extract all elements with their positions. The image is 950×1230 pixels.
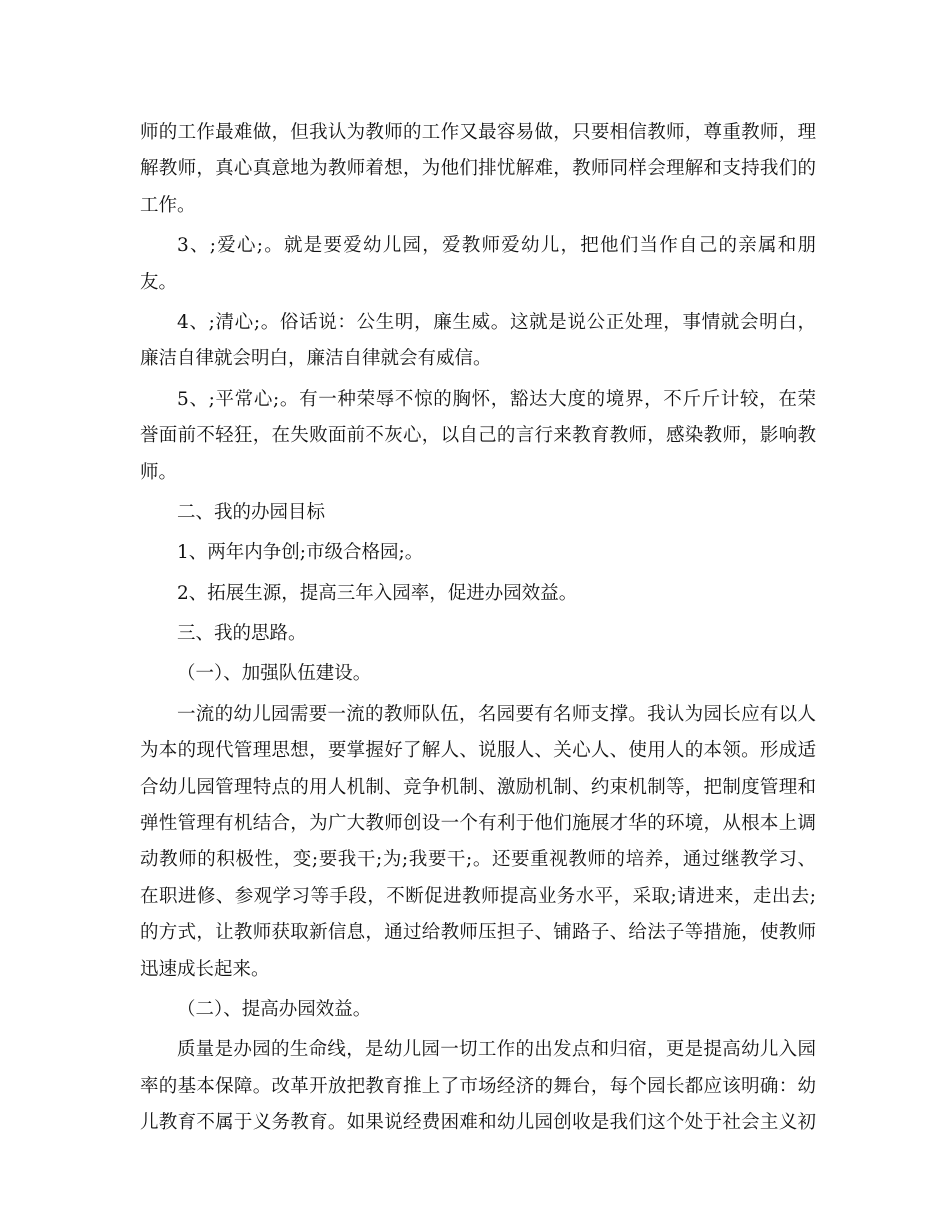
text-line: 三、我的思路。: [177, 623, 307, 645]
text-line: 合幼儿园管理特点的用人机制、竞争机制、激励机制、约束机制等，把制度管理和: [140, 776, 816, 798]
text-line: 2、拓展生源，提高三年入园率，促进办园效益。: [177, 582, 578, 604]
text-line: 友。: [140, 271, 178, 293]
text-line: 的方式，让教师获取新信息，通过给教师压担子、铺路子、给法子等措施，使教师: [140, 922, 816, 944]
text-line: 迅速成长起来。: [140, 958, 270, 980]
text-line: 儿教育不属于义务教育。如果说经费困难和幼儿园创收是我们这个处于社会主义初: [140, 1112, 816, 1134]
text-line: 1、两年内争创;市级合格园;。: [177, 542, 424, 564]
text-line: 师的工作最难做，但我认为教师的工作又最容易做，只要相信教师，尊重教师，理: [140, 122, 816, 143]
text-line: （一）、加强队伍建设。: [177, 663, 372, 685]
text-line: 一流的幼儿园需要一流的教师队伍，名园要有名师支撑。我认为园长应有以人: [177, 703, 816, 725]
text-line: 解教师，真心真意地为教师着想，为他们排忧解难，教师同样会理解和支持我们的: [140, 158, 816, 180]
text-line: 弹性管理有机结合，为广大教师创设一个有利于他们施展才华的环境，从根本上调: [140, 813, 816, 835]
text-line: 为本的现代管理思想，要掌握好了解人、说服人、关心人、使用人的本领。形成适: [140, 740, 816, 762]
text-line: 3、;爱心;。就是要爱幼儿园，爱教师爱幼儿，把他们当作自己的亲属和朋: [177, 235, 816, 257]
text-line: 率的基本保障。改革开放把教育推上了市场经济的舞台，每个园长都应该明确：幼: [140, 1075, 816, 1097]
text-line: 4、;清心;。俗话说：公生明，廉生威。这就是说公正处理，事情就会明白，: [177, 311, 816, 333]
text-line: 廉洁自律就会明白，廉洁自律就会有威信。: [140, 348, 492, 370]
text-line: 工作。: [140, 194, 196, 216]
text-line: 动教师的积极性，变;要我干;为;我要干;。还要重视教师的培养，通过继教学习、: [140, 849, 816, 871]
text-line: 质量是办园的生命线，是幼儿园一切工作的出发点和归宿，更是提高幼儿入园: [177, 1039, 816, 1061]
document-body: [140, 115, 816, 1142]
text-line: 誉面前不轻狂，在失败面前不灰心，以自己的言行来教育教师，感染教师，影响教: [140, 425, 816, 447]
text-line: 在职进修、参观学习等手段，不断促进教师提高业务水平，采取;请进来，走出去;: [140, 885, 816, 907]
text-line: 师。: [140, 461, 178, 483]
text-line: 5、;平常心;。有一种荣辱不惊的胸怀，豁达大度的境界，不斤斤计较，在荣: [177, 388, 816, 410]
text-line: （二）、提高办园效益。: [177, 998, 372, 1020]
text-line: 二、我的办园目标: [177, 501, 326, 523]
